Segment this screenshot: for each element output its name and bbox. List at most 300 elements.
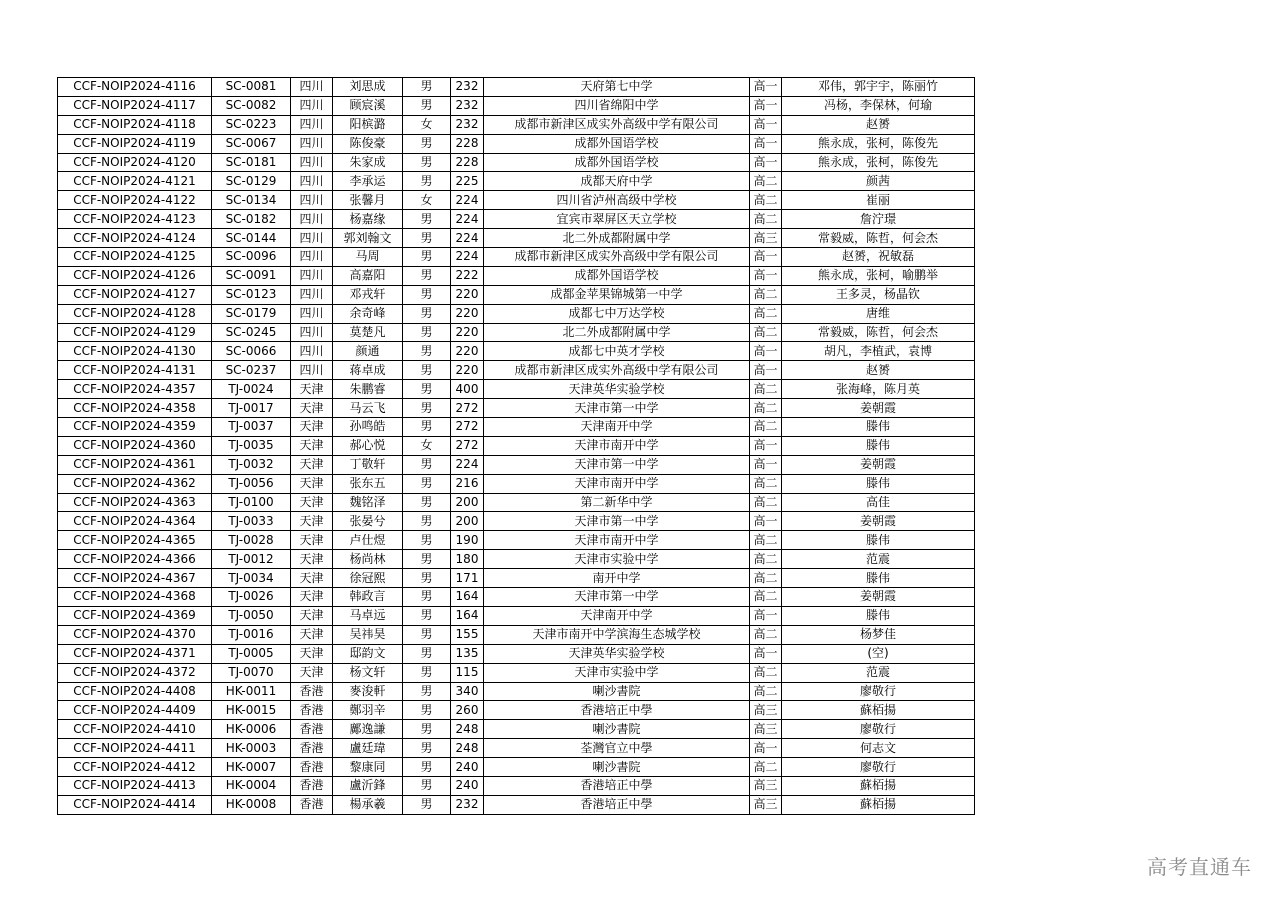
cell-province: 四川 xyxy=(291,229,333,248)
cell-school: 天津市南开中学 xyxy=(484,531,750,550)
cell-id: CCF-NOIP2024-4359 xyxy=(58,418,212,437)
cell-school: 成都外国语学校 xyxy=(484,134,750,153)
cell-score: 260 xyxy=(451,701,484,720)
cell-grade: 高二 xyxy=(750,569,782,588)
cell-school: 成都外国语学校 xyxy=(484,266,750,285)
cell-score: 200 xyxy=(451,512,484,531)
cell-school: 成都七中万达学校 xyxy=(484,304,750,323)
cell-province: 天津 xyxy=(291,625,333,644)
cell-coach: 胡凡，李植武，袁博 xyxy=(782,342,975,361)
cell-exam-number: SC-0179 xyxy=(212,304,291,323)
cell-name: 韩政言 xyxy=(333,588,403,607)
cell-coach: 王多灵，杨晶钦 xyxy=(782,285,975,304)
cell-exam-number: TJ-0070 xyxy=(212,663,291,682)
cell-coach: 崔丽 xyxy=(782,191,975,210)
cell-grade: 高二 xyxy=(750,191,782,210)
cell-exam-number: HK-0006 xyxy=(212,720,291,739)
cell-coach: 滕伟 xyxy=(782,606,975,625)
cell-name: 魏铭泽 xyxy=(333,493,403,512)
cell-grade: 高一 xyxy=(750,436,782,455)
cell-exam-number: TJ-0026 xyxy=(212,588,291,607)
cell-gender: 男 xyxy=(403,323,451,342)
table-row xyxy=(58,172,975,191)
cell-name: 杨尚林 xyxy=(333,550,403,569)
cell-coach: 高佳 xyxy=(782,493,975,512)
cell-gender: 男 xyxy=(403,78,451,97)
results-table xyxy=(57,77,975,815)
cell-id: CCF-NOIP2024-4123 xyxy=(58,210,212,229)
cell-score: 224 xyxy=(451,455,484,474)
cell-province: 四川 xyxy=(291,323,333,342)
cell-exam-number: SC-0067 xyxy=(212,134,291,153)
cell-grade: 高一 xyxy=(750,96,782,115)
cell-name: 邓戎轩 xyxy=(333,285,403,304)
cell-score: 228 xyxy=(451,134,484,153)
cell-school: 宜宾市翠屏区天立学校 xyxy=(484,210,750,229)
table-row xyxy=(58,399,975,418)
cell-gender: 男 xyxy=(403,210,451,229)
cell-gender: 男 xyxy=(403,172,451,191)
table-row xyxy=(58,776,975,795)
cell-exam-number: SC-0096 xyxy=(212,248,291,267)
cell-coach: 滕伟 xyxy=(782,474,975,493)
cell-gender: 女 xyxy=(403,191,451,210)
cell-grade: 高一 xyxy=(750,739,782,758)
cell-score: 164 xyxy=(451,606,484,625)
cell-name: 麥浚軒 xyxy=(333,682,403,701)
cell-id: CCF-NOIP2024-4366 xyxy=(58,550,212,569)
cell-school: 成都市新津区成实外高级中学有限公司 xyxy=(484,361,750,380)
cell-id: CCF-NOIP2024-4358 xyxy=(58,399,212,418)
table-row xyxy=(58,795,975,814)
cell-exam-number: TJ-0028 xyxy=(212,531,291,550)
table-row xyxy=(58,625,975,644)
cell-score: 171 xyxy=(451,569,484,588)
cell-gender: 男 xyxy=(403,342,451,361)
cell-gender: 男 xyxy=(403,361,451,380)
cell-score: 272 xyxy=(451,399,484,418)
cell-score: 225 xyxy=(451,172,484,191)
cell-coach: 张海峰，陈月英 xyxy=(782,380,975,399)
cell-score: 220 xyxy=(451,342,484,361)
cell-coach: 廖敬行 xyxy=(782,758,975,777)
cell-school: 喇沙書院 xyxy=(484,682,750,701)
cell-name: 鄺逸謙 xyxy=(333,720,403,739)
cell-coach: 熊永成，张柯，喻鹏举 xyxy=(782,266,975,285)
cell-province: 四川 xyxy=(291,78,333,97)
cell-province: 四川 xyxy=(291,266,333,285)
cell-score: 220 xyxy=(451,285,484,304)
cell-gender: 男 xyxy=(403,229,451,248)
table-row xyxy=(58,588,975,607)
cell-gender: 男 xyxy=(403,399,451,418)
cell-school: 成都市新津区成实外高级中学有限公司 xyxy=(484,248,750,267)
cell-province: 四川 xyxy=(291,248,333,267)
cell-exam-number: HK-0008 xyxy=(212,795,291,814)
cell-name: 孙鸣皓 xyxy=(333,418,403,437)
cell-id: CCF-NOIP2024-4367 xyxy=(58,569,212,588)
cell-school: 天津市南开中学 xyxy=(484,474,750,493)
cell-grade: 高二 xyxy=(750,531,782,550)
cell-school: 天津市第一中学 xyxy=(484,455,750,474)
cell-score: 115 xyxy=(451,663,484,682)
watermark-text: 高考直通车 xyxy=(1147,855,1252,879)
cell-school: 喇沙書院 xyxy=(484,758,750,777)
cell-exam-number: SC-0223 xyxy=(212,115,291,134)
cell-school: 天津市南开中学滨海生态城学校 xyxy=(484,625,750,644)
cell-exam-number: SC-0134 xyxy=(212,191,291,210)
cell-score: 248 xyxy=(451,739,484,758)
cell-exam-number: TJ-0032 xyxy=(212,455,291,474)
cell-school: 荃灣官立中學 xyxy=(484,739,750,758)
table-row xyxy=(58,78,975,97)
cell-name: 杨文轩 xyxy=(333,663,403,682)
cell-name: 楊承羲 xyxy=(333,795,403,814)
cell-exam-number: HK-0003 xyxy=(212,739,291,758)
cell-score: 222 xyxy=(451,266,484,285)
cell-gender: 男 xyxy=(403,606,451,625)
cell-grade: 高一 xyxy=(750,606,782,625)
cell-gender: 男 xyxy=(403,625,451,644)
cell-score: 240 xyxy=(451,776,484,795)
table-row xyxy=(58,418,975,437)
cell-coach: 蘇栢揚 xyxy=(782,776,975,795)
cell-school: 香港培正中學 xyxy=(484,776,750,795)
table-row xyxy=(58,512,975,531)
cell-grade: 高二 xyxy=(750,493,782,512)
cell-province: 四川 xyxy=(291,285,333,304)
cell-gender: 男 xyxy=(403,134,451,153)
table-row xyxy=(58,455,975,474)
cell-province: 香港 xyxy=(291,795,333,814)
cell-grade: 高三 xyxy=(750,795,782,814)
cell-id: CCF-NOIP2024-4129 xyxy=(58,323,212,342)
cell-school: 天津市实验中学 xyxy=(484,550,750,569)
cell-id: CCF-NOIP2024-4124 xyxy=(58,229,212,248)
cell-school: 成都天府中学 xyxy=(484,172,750,191)
cell-id: CCF-NOIP2024-4368 xyxy=(58,588,212,607)
cell-gender: 男 xyxy=(403,663,451,682)
table-row xyxy=(58,342,975,361)
cell-grade: 高二 xyxy=(750,588,782,607)
cell-grade: 高一 xyxy=(750,115,782,134)
cell-province: 四川 xyxy=(291,96,333,115)
cell-grade: 高二 xyxy=(750,323,782,342)
cell-school: 北二外成都附属中学 xyxy=(484,229,750,248)
table-row xyxy=(58,134,975,153)
table-row xyxy=(58,248,975,267)
cell-id: CCF-NOIP2024-4410 xyxy=(58,720,212,739)
cell-id: CCF-NOIP2024-4412 xyxy=(58,758,212,777)
cell-name: 马卓远 xyxy=(333,606,403,625)
cell-coach: 蘇栢揚 xyxy=(782,795,975,814)
cell-province: 香港 xyxy=(291,776,333,795)
cell-coach: 姜朝霞 xyxy=(782,588,975,607)
cell-coach: 赵赟 xyxy=(782,115,975,134)
cell-id: CCF-NOIP2024-4117 xyxy=(58,96,212,115)
cell-score: 228 xyxy=(451,153,484,172)
cell-id: CCF-NOIP2024-4365 xyxy=(58,531,212,550)
cell-score: 224 xyxy=(451,248,484,267)
cell-coach: 廖敬行 xyxy=(782,682,975,701)
cell-score: 164 xyxy=(451,588,484,607)
cell-exam-number: TJ-0037 xyxy=(212,418,291,437)
cell-coach: 杨梦佳 xyxy=(782,625,975,644)
table-row xyxy=(58,380,975,399)
cell-name: 黎康同 xyxy=(333,758,403,777)
table-row xyxy=(58,531,975,550)
cell-name: 颜通 xyxy=(333,342,403,361)
cell-exam-number: SC-0182 xyxy=(212,210,291,229)
cell-gender: 男 xyxy=(403,569,451,588)
cell-coach: 唐维 xyxy=(782,304,975,323)
cell-grade: 高一 xyxy=(750,455,782,474)
cell-score: 180 xyxy=(451,550,484,569)
cell-id: CCF-NOIP2024-4408 xyxy=(58,682,212,701)
cell-school: 天津南开中学 xyxy=(484,606,750,625)
cell-coach: 常毅威，陈哲，何会杰 xyxy=(782,323,975,342)
cell-coach: 廖敬行 xyxy=(782,720,975,739)
cell-province: 天津 xyxy=(291,436,333,455)
cell-id: CCF-NOIP2024-4413 xyxy=(58,776,212,795)
cell-exam-number: SC-0091 xyxy=(212,266,291,285)
cell-gender: 男 xyxy=(403,248,451,267)
table-row xyxy=(58,210,975,229)
cell-coach: 邓伟，郭宇宇，陈丽竹 xyxy=(782,78,975,97)
cell-gender: 男 xyxy=(403,776,451,795)
cell-exam-number: SC-0245 xyxy=(212,323,291,342)
table-row xyxy=(58,758,975,777)
cell-grade: 高三 xyxy=(750,776,782,795)
cell-school: 第二新华中学 xyxy=(484,493,750,512)
cell-exam-number: SC-0081 xyxy=(212,78,291,97)
cell-school: 四川省绵阳中学 xyxy=(484,96,750,115)
cell-exam-number: TJ-0056 xyxy=(212,474,291,493)
cell-gender: 男 xyxy=(403,682,451,701)
cell-id: CCF-NOIP2024-4411 xyxy=(58,739,212,758)
cell-name: 张晏兮 xyxy=(333,512,403,531)
cell-coach: 詹泞璟 xyxy=(782,210,975,229)
cell-name: 阳槟潞 xyxy=(333,115,403,134)
table-row xyxy=(58,96,975,115)
cell-name: 郭刘翰文 xyxy=(333,229,403,248)
cell-school: 成都外国语学校 xyxy=(484,153,750,172)
cell-id: CCF-NOIP2024-4370 xyxy=(58,625,212,644)
cell-name: 邸韵文 xyxy=(333,644,403,663)
cell-school: 香港培正中學 xyxy=(484,701,750,720)
cell-gender: 男 xyxy=(403,550,451,569)
cell-gender: 男 xyxy=(403,720,451,739)
cell-province: 四川 xyxy=(291,342,333,361)
cell-score: 224 xyxy=(451,229,484,248)
cell-province: 四川 xyxy=(291,191,333,210)
cell-name: 顾宸溪 xyxy=(333,96,403,115)
cell-school: 香港培正中學 xyxy=(484,795,750,814)
cell-province: 香港 xyxy=(291,720,333,739)
cell-coach: 何志文 xyxy=(782,739,975,758)
cell-school: 北二外成都附属中学 xyxy=(484,323,750,342)
cell-province: 天津 xyxy=(291,606,333,625)
cell-grade: 高二 xyxy=(750,418,782,437)
cell-gender: 男 xyxy=(403,455,451,474)
cell-name: 郝心悦 xyxy=(333,436,403,455)
cell-coach: 姜朝霞 xyxy=(782,399,975,418)
cell-province: 四川 xyxy=(291,361,333,380)
cell-name: 余奇峰 xyxy=(333,304,403,323)
cell-grade: 高二 xyxy=(750,550,782,569)
cell-id: CCF-NOIP2024-4414 xyxy=(58,795,212,814)
cell-province: 香港 xyxy=(291,682,333,701)
cell-id: CCF-NOIP2024-4120 xyxy=(58,153,212,172)
cell-grade: 高二 xyxy=(750,210,782,229)
cell-id: CCF-NOIP2024-4126 xyxy=(58,266,212,285)
cell-grade: 高一 xyxy=(750,153,782,172)
table-row xyxy=(58,436,975,455)
cell-grade: 高二 xyxy=(750,285,782,304)
cell-id: CCF-NOIP2024-4361 xyxy=(58,455,212,474)
cell-exam-number: TJ-0016 xyxy=(212,625,291,644)
cell-name: 马周 xyxy=(333,248,403,267)
cell-school: 天津南开中学 xyxy=(484,418,750,437)
cell-id: CCF-NOIP2024-4372 xyxy=(58,663,212,682)
cell-name: 刘思成 xyxy=(333,78,403,97)
cell-coach: 熊永成，张柯，陈俊先 xyxy=(782,134,975,153)
cell-id: CCF-NOIP2024-4409 xyxy=(58,701,212,720)
cell-id: CCF-NOIP2024-4119 xyxy=(58,134,212,153)
cell-gender: 男 xyxy=(403,96,451,115)
cell-gender: 男 xyxy=(403,739,451,758)
cell-name: 陈俊豪 xyxy=(333,134,403,153)
cell-coach: 赵赟，祝敏磊 xyxy=(782,248,975,267)
cell-grade: 高二 xyxy=(750,172,782,191)
cell-exam-number: TJ-0050 xyxy=(212,606,291,625)
cell-exam-number: HK-0004 xyxy=(212,776,291,795)
cell-id: CCF-NOIP2024-4130 xyxy=(58,342,212,361)
cell-score: 155 xyxy=(451,625,484,644)
table-row xyxy=(58,285,975,304)
cell-exam-number: TJ-0033 xyxy=(212,512,291,531)
table-row xyxy=(58,153,975,172)
cell-score: 220 xyxy=(451,361,484,380)
cell-coach: 熊永成，张柯，陈俊先 xyxy=(782,153,975,172)
cell-id: CCF-NOIP2024-4128 xyxy=(58,304,212,323)
cell-grade: 高一 xyxy=(750,134,782,153)
cell-coach: 姜朝霞 xyxy=(782,455,975,474)
table-row xyxy=(58,720,975,739)
cell-id: CCF-NOIP2024-4118 xyxy=(58,115,212,134)
cell-id: CCF-NOIP2024-4127 xyxy=(58,285,212,304)
cell-id: CCF-NOIP2024-4369 xyxy=(58,606,212,625)
cell-grade: 高一 xyxy=(750,342,782,361)
cell-coach: 滕伟 xyxy=(782,531,975,550)
cell-school: 天津市第一中学 xyxy=(484,588,750,607)
cell-id: CCF-NOIP2024-4131 xyxy=(58,361,212,380)
cell-school: 四川省泸州高级中学校 xyxy=(484,191,750,210)
cell-id: CCF-NOIP2024-4122 xyxy=(58,191,212,210)
cell-coach: 范震 xyxy=(782,663,975,682)
table-row xyxy=(58,739,975,758)
cell-province: 四川 xyxy=(291,134,333,153)
table-row xyxy=(58,191,975,210)
cell-name: 卢仕煜 xyxy=(333,531,403,550)
cell-province: 香港 xyxy=(291,758,333,777)
cell-province: 天津 xyxy=(291,418,333,437)
cell-exam-number: TJ-0024 xyxy=(212,380,291,399)
cell-name: 盧沂鋒 xyxy=(333,776,403,795)
table-row xyxy=(58,644,975,663)
cell-province: 天津 xyxy=(291,455,333,474)
table-row xyxy=(58,682,975,701)
cell-coach: (空) xyxy=(782,644,975,663)
cell-gender: 男 xyxy=(403,153,451,172)
cell-exam-number: SC-0066 xyxy=(212,342,291,361)
cell-name: 莫楚凡 xyxy=(333,323,403,342)
cell-coach: 滕伟 xyxy=(782,418,975,437)
cell-name: 鄭羽辛 xyxy=(333,701,403,720)
cell-gender: 男 xyxy=(403,304,451,323)
cell-score: 232 xyxy=(451,78,484,97)
cell-name: 盧廷瑋 xyxy=(333,739,403,758)
cell-gender: 男 xyxy=(403,266,451,285)
cell-name: 高嘉阳 xyxy=(333,266,403,285)
cell-score: 224 xyxy=(451,210,484,229)
cell-province: 香港 xyxy=(291,701,333,720)
cell-grade: 高二 xyxy=(750,304,782,323)
cell-coach: 姜朝霞 xyxy=(782,512,975,531)
cell-grade: 高一 xyxy=(750,512,782,531)
cell-score: 135 xyxy=(451,644,484,663)
cell-score: 200 xyxy=(451,493,484,512)
cell-score: 240 xyxy=(451,758,484,777)
cell-province: 四川 xyxy=(291,115,333,134)
cell-gender: 男 xyxy=(403,285,451,304)
cell-gender: 男 xyxy=(403,531,451,550)
cell-school: 天津英华实验学校 xyxy=(484,644,750,663)
cell-name: 蒋卓成 xyxy=(333,361,403,380)
table-row xyxy=(58,474,975,493)
table-row xyxy=(58,493,975,512)
cell-school: 天津市第一中学 xyxy=(484,512,750,531)
cell-province: 四川 xyxy=(291,153,333,172)
cell-id: CCF-NOIP2024-4121 xyxy=(58,172,212,191)
cell-province: 天津 xyxy=(291,644,333,663)
cell-score: 232 xyxy=(451,115,484,134)
cell-gender: 男 xyxy=(403,588,451,607)
cell-exam-number: SC-0181 xyxy=(212,153,291,172)
cell-gender: 男 xyxy=(403,380,451,399)
cell-score: 272 xyxy=(451,418,484,437)
cell-province: 天津 xyxy=(291,493,333,512)
cell-id: CCF-NOIP2024-4364 xyxy=(58,512,212,531)
cell-name: 朱鹏睿 xyxy=(333,380,403,399)
cell-school: 天府第七中学 xyxy=(484,78,750,97)
cell-province: 天津 xyxy=(291,380,333,399)
table-row xyxy=(58,569,975,588)
table-row xyxy=(58,323,975,342)
cell-id: CCF-NOIP2024-4362 xyxy=(58,474,212,493)
cell-exam-number: HK-0011 xyxy=(212,682,291,701)
cell-name: 丁敬轩 xyxy=(333,455,403,474)
table-row xyxy=(58,229,975,248)
cell-name: 李承运 xyxy=(333,172,403,191)
cell-gender: 男 xyxy=(403,644,451,663)
cell-score: 272 xyxy=(451,436,484,455)
cell-school: 天津市南开中学 xyxy=(484,436,750,455)
cell-name: 吴祎昊 xyxy=(333,625,403,644)
cell-coach: 常毅威，陈哲，何会杰 xyxy=(782,229,975,248)
cell-score: 216 xyxy=(451,474,484,493)
cell-coach: 滕伟 xyxy=(782,569,975,588)
